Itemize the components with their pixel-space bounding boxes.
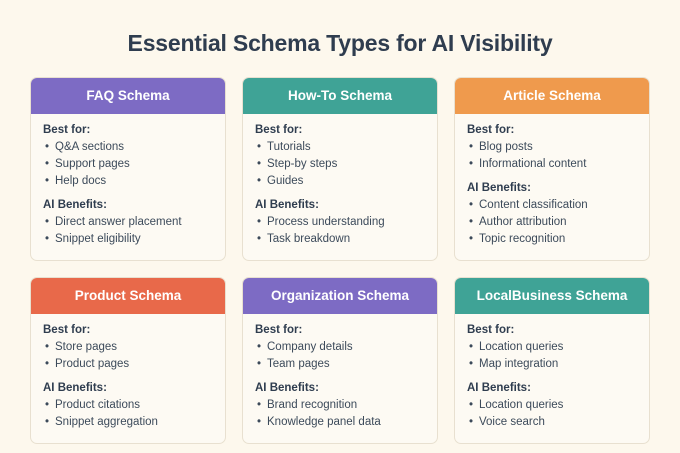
best-for-list	[43, 139, 213, 190]
schema-card-faq	[30, 77, 226, 261]
schema-card-product	[30, 277, 226, 444]
list-item: • Support pages	[43, 156, 213, 173]
card-header-howto: How-To Schema	[243, 78, 437, 114]
best-for-list	[467, 139, 637, 173]
ai-benefits-label: AI Benefits:	[255, 382, 319, 394]
list-item: • Task breakdown	[255, 231, 425, 248]
list-item: • Map integration	[467, 356, 637, 373]
list-item: • Step-by steps	[255, 156, 425, 173]
list-item: • Location queries	[467, 339, 637, 356]
best-for-label: Best for:	[43, 124, 91, 136]
page-title: Essential Schema Types for AI Visibility	[127, 30, 553, 56]
schema-card-organization	[242, 277, 438, 444]
card-header-product: Product Schema	[31, 278, 225, 314]
list-item: • Company details	[255, 339, 425, 356]
card-header-article: Article Schema	[455, 78, 649, 114]
ai-benefits-list	[43, 214, 213, 248]
ai-benefits-label: AI Benefits:	[43, 382, 107, 394]
best-for-label: Best for:	[43, 324, 91, 336]
list-item: • Snippet aggregation	[43, 414, 213, 431]
best-for-label: Best for:	[467, 324, 515, 336]
ai-benefits-label: AI Benefits:	[43, 199, 107, 211]
list-item: • Team pages	[255, 356, 425, 373]
best-for-list	[255, 339, 425, 373]
list-item: • Voice search	[467, 414, 637, 431]
list-item: • Location queries	[467, 397, 637, 414]
schema-card-grid	[30, 77, 650, 444]
card-body-product	[31, 314, 225, 443]
list-item: • Tutorials	[255, 139, 425, 156]
card-body-article	[455, 114, 649, 260]
schema-card-howto	[242, 77, 438, 261]
card-header-localbusiness: LocalBusiness Schema	[455, 278, 649, 314]
card-header-faq: FAQ Schema	[31, 78, 225, 114]
best-for-list	[255, 139, 425, 190]
list-item: • Process understanding	[255, 214, 425, 231]
ai-benefits-list	[467, 397, 637, 431]
best-for-list	[43, 339, 213, 373]
schema-card-localbusiness	[454, 277, 650, 444]
list-item: • Guides	[255, 173, 425, 190]
ai-benefits-label: AI Benefits:	[467, 182, 531, 194]
card-body-localbusiness	[455, 314, 649, 443]
schema-card-article	[454, 77, 650, 261]
list-item: • Product citations	[43, 397, 213, 414]
list-item: • Store pages	[43, 339, 213, 356]
ai-benefits-list	[255, 397, 425, 431]
ai-benefits-label: AI Benefits:	[255, 199, 319, 211]
card-body-howto	[243, 114, 437, 260]
card-body-organization	[243, 314, 437, 443]
card-body-faq	[31, 114, 225, 260]
list-item: • Product pages	[43, 356, 213, 373]
list-item: • Help docs	[43, 173, 213, 190]
ai-benefits-label: AI Benefits:	[467, 382, 531, 394]
ai-benefits-list	[255, 214, 425, 248]
ai-benefits-list	[467, 197, 637, 248]
list-item: • Q&A sections	[43, 139, 213, 156]
best-for-label: Best for:	[255, 124, 303, 136]
best-for-label: Best for:	[255, 324, 303, 336]
list-item: • Topic recognition	[467, 231, 637, 248]
list-item: • Brand recognition	[255, 397, 425, 414]
card-header-organization: Organization Schema	[243, 278, 437, 314]
best-for-list	[467, 339, 637, 373]
list-item: • Author attribution	[467, 214, 637, 231]
list-item: • Direct answer placement	[43, 214, 213, 231]
list-item: • Snippet eligibility	[43, 231, 213, 248]
list-item: • Informational content	[467, 156, 637, 173]
best-for-label: Best for:	[467, 124, 515, 136]
ai-benefits-list	[43, 397, 213, 431]
list-item: • Content classification	[467, 197, 637, 214]
list-item: • Blog posts	[467, 139, 637, 156]
list-item: • Knowledge panel data	[255, 414, 425, 431]
